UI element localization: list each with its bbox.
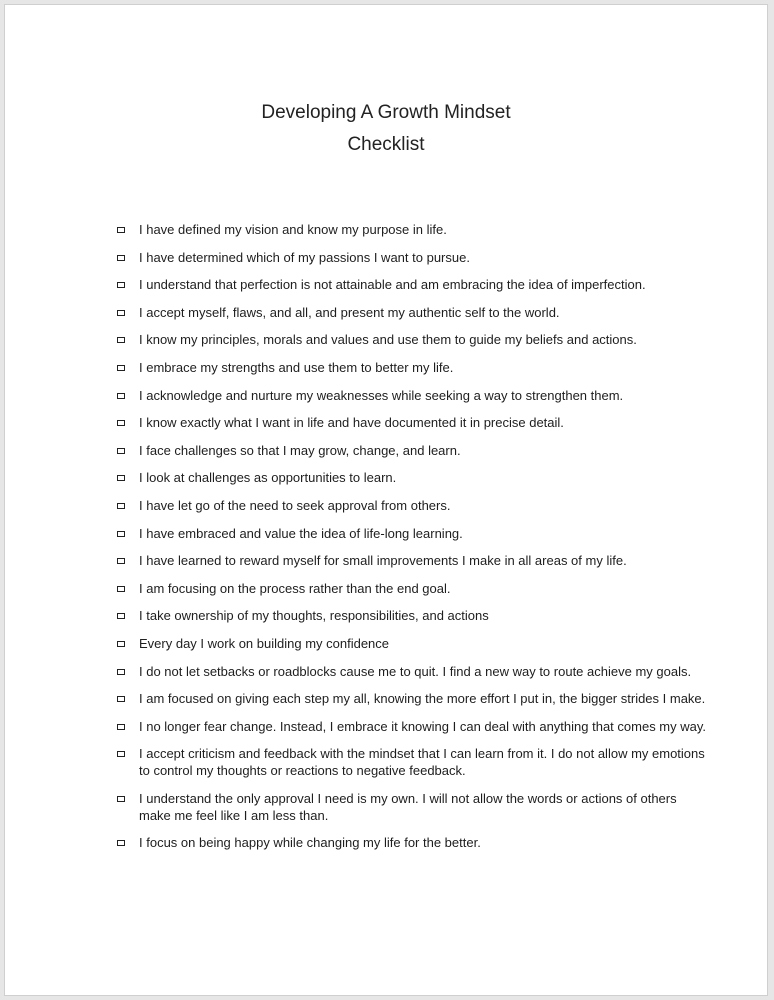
checklist-item — [5, 834, 767, 851]
checklist-item — [5, 690, 767, 707]
checkbox-icon[interactable] — [117, 586, 125, 592]
checkbox-icon[interactable] — [117, 796, 125, 802]
checklist-item-text: I understand that perfection is not attainable and am embracing the idea of imperfection. — [139, 277, 646, 293]
checklist-item-text: I am focusing on the process rather than the end goal. — [139, 580, 451, 596]
checklist-item-text: I no longer fear change. Instead, I embrace it knowing I can deal with anything that comes my way. — [139, 718, 707, 734]
checkbox-icon[interactable] — [117, 641, 125, 647]
checklist-item — [5, 469, 767, 486]
checkbox-icon[interactable] — [117, 282, 125, 288]
checklist-item-text: I accept criticism and feedback with the mindset that I can learn from it. I do not allow my emotions to control my thoughts or reactions to negative feedback. — [139, 746, 705, 779]
checklist-item-text: I have defined my vision and know my purpose in life. — [139, 222, 447, 237]
checkbox-icon[interactable] — [117, 475, 125, 481]
checklist-item — [5, 331, 767, 348]
checklist-item-text: I know my principles, morals and values and use them to guide my beliefs and actions. — [139, 332, 637, 348]
checkbox-icon[interactable] — [117, 393, 125, 399]
checklist-item — [5, 442, 767, 459]
checklist-item — [5, 276, 767, 293]
checklist-item — [5, 249, 767, 266]
checkbox-icon[interactable] — [117, 227, 125, 233]
checkbox-icon[interactable] — [117, 558, 125, 564]
checklist-item-text: Every day I work on building my confidence — [139, 635, 390, 651]
checkbox-icon[interactable] — [117, 365, 125, 371]
checklist-item — [5, 635, 767, 652]
checkbox-icon[interactable] — [117, 669, 125, 675]
checklist-item — [5, 718, 767, 735]
checkbox-icon[interactable] — [117, 531, 125, 537]
checklist-item — [5, 304, 767, 321]
checklist-item-text: I face challenges so that I may grow, change, and learn. — [139, 442, 461, 458]
checklist-item — [5, 387, 767, 404]
checklist-item — [5, 607, 767, 624]
checklist-item — [5, 745, 767, 779]
checklist-item-text: I have learned to reward myself for small improvements I make in all areas of my life. — [139, 553, 627, 569]
checklist-item — [5, 359, 767, 376]
checklist-item — [5, 497, 767, 514]
checklist-item-text: I have let go of the need to seek approval from others. — [139, 497, 451, 513]
checklist-item — [5, 580, 767, 597]
checklist — [5, 221, 767, 862]
document-page — [4, 4, 768, 996]
checklist-item-text: I have determined which of my passions I want to pursue. — [139, 249, 470, 265]
checklist-item-text: I know exactly what I want in life and have documented it in precise detail. — [139, 415, 564, 431]
checklist-item-text: I look at challenges as opportunities to learn. — [139, 470, 397, 486]
title-line-2: Checklist — [347, 134, 425, 155]
checkbox-icon[interactable] — [117, 337, 125, 343]
checkbox-icon[interactable] — [117, 696, 125, 702]
checklist-item-text: I do not let setbacks or roadblocks cause me to quit. I find a new way to route achieve my goals. — [139, 663, 692, 679]
checklist-item — [5, 663, 767, 680]
checkbox-icon[interactable] — [117, 448, 125, 454]
checklist-item-text: I take ownership of my thoughts, responsibilities, and actions — [139, 608, 489, 624]
checkbox-icon[interactable] — [117, 255, 125, 261]
checkbox-icon[interactable] — [117, 724, 125, 730]
checklist-item-text: I embrace my strengths and use them to better my life. — [139, 359, 454, 375]
checklist-item — [5, 525, 767, 542]
checklist-item — [5, 221, 767, 238]
checkbox-icon[interactable] — [117, 751, 125, 757]
checklist-item — [5, 414, 767, 431]
checkbox-icon[interactable] — [117, 310, 125, 316]
checklist-item-text: I have embraced and value the idea of life-long learning. — [139, 525, 463, 541]
checklist-item — [5, 552, 767, 569]
checklist-item-text: I accept myself, flaws, and all, and present my authentic self to the world. — [139, 304, 560, 320]
checklist-item-text: I acknowledge and nurture my weaknesses while seeking a way to strengthen them. — [139, 387, 624, 403]
checklist-item — [5, 790, 767, 824]
checkbox-icon[interactable] — [117, 840, 125, 846]
title-line-1: Developing A Growth Mindset — [261, 102, 511, 123]
checklist-item-text: I am focused on giving each step my all, knowing the more effort I put in, the bigger strides I make. — [139, 691, 706, 707]
checklist-item-text: I understand the only approval I need is my own. I will not allow the words or actions of others make me feel like I am less than. — [139, 790, 677, 823]
checkbox-icon[interactable] — [117, 503, 125, 509]
checkbox-icon[interactable] — [117, 613, 125, 619]
document-title — [5, 97, 767, 161]
checklist-item-text: I focus on being happy while changing my life for the better. — [139, 835, 481, 851]
checkbox-icon[interactable] — [117, 420, 125, 426]
